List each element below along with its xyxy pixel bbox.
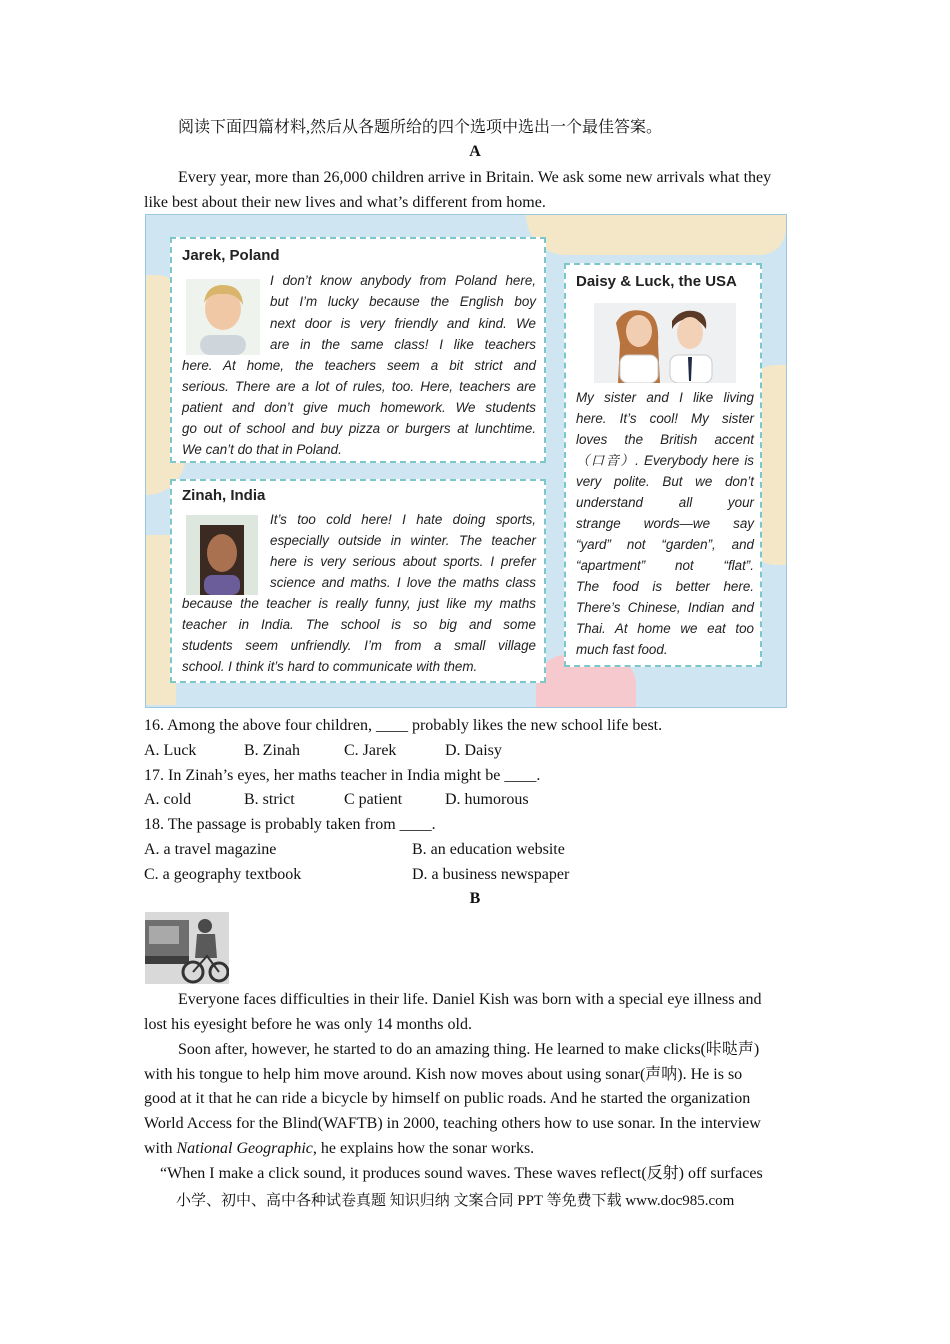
question-17: 17. In Zinah’s eyes, her maths teacher in India might be ____. [144, 767, 541, 784]
map-land [526, 215, 786, 255]
jarek-line: next door is very friendly and kind. We [270, 316, 536, 331]
card-zinah [170, 479, 546, 683]
q16-option-b: B. Zinah [244, 742, 300, 759]
daisy-line: My sister and I like living [576, 390, 754, 405]
jarek-line: here. At home, the teachers seem a bit strict and [182, 358, 536, 373]
card-jarek [170, 237, 546, 463]
daisy-line: Thai. At home we eat too [576, 621, 754, 636]
q18-option-c: C. a geography textbook [144, 866, 302, 883]
b-line-5: good at it that he can ride a bicycle by himself on public roads. And he started the organization [144, 1090, 751, 1107]
b-line-8: “When I make a click sound, it produces sound waves. These waves reflect(反射) off surfaces [160, 1165, 763, 1182]
jarek-line: We can’t do that in Poland. [182, 442, 342, 457]
jarek-line: I don’t know anybody from Poland here, [270, 273, 536, 288]
card-daisy-luck-name: Daisy & Luck, the USA [576, 273, 737, 290]
zinah-line: It’s too cold here! I hate doing sports, [270, 512, 536, 527]
zinah-line: school. I think it’s hard to communicate with them. [182, 659, 478, 674]
card-jarek-name: Jarek, Poland [182, 247, 280, 264]
b-line-7 [144, 1139, 534, 1159]
b-line-7-end: , he explains how the sonar works. [312, 1140, 535, 1157]
zinah-line: science and maths. I love the maths class [270, 575, 536, 590]
daisy-line: “apartment” not “flat”. [576, 558, 754, 573]
zinah-line: here is very serious about sports. I prefer [270, 554, 536, 569]
b-line-4: with his tongue to help him move around. Kish now moves about using sonar(声呐). He is so [144, 1066, 743, 1083]
cyclist-photo [145, 912, 229, 984]
daisy-line: loves the British accent [576, 432, 754, 447]
card-zinah-name: Zinah, India [182, 487, 266, 504]
daisy-line: strange words—we say [576, 516, 754, 531]
daisy-line: very polite. But we don’t [576, 474, 754, 489]
daisy-line: （口音）. Everybody here is [576, 453, 754, 468]
q16-option-a: A. Luck [144, 742, 197, 759]
q17-option-c: C patient [344, 791, 403, 808]
jarek-line: go out of school and buy pizza or burgers at lunchtime. [182, 421, 536, 436]
b-line-1: Everyone faces difficulties in their life. Daniel Kish was born with a special eye illness and [178, 991, 762, 1008]
zinah-line: students seem unfriendly. I’m from a small village [182, 638, 536, 653]
b-line-7-start: with [144, 1140, 177, 1157]
q18-option-b: B. an education website [412, 841, 565, 858]
q17-option-b: B. strict [244, 791, 295, 808]
q16-option-d: D. Daisy [445, 742, 502, 759]
footer: 小学、初中、高中各种试卷真题 知识归纳 文案合同 PPT 等免费下载 www.doc985.com [176, 1193, 735, 1209]
jarek-line: patient and don’t give much homework. We students [182, 400, 536, 415]
q17-option-a: A. cold [144, 791, 192, 808]
intro-line-2: like best about their new lives and what’s different from home. [144, 194, 546, 211]
daisy-line: The food is better here. [576, 579, 754, 594]
q18-option-d: D. a business newspaper [412, 866, 570, 883]
b-line-3: Soon after, however, he started to do an amazing thing. He learned to make clicks(咔哒声) [178, 1041, 760, 1058]
jarek-photo [186, 279, 260, 355]
jarek-line: serious. There are a lot of rules, too. Here, teachers are [182, 379, 536, 394]
b-line-6: World Access for the Blind(WAFTB) in 2000, teaching others how to use sonar. In the interview [144, 1115, 761, 1132]
instruction: 阅读下面四篇材料,然后从各题所给的四个选项中选出一个最佳答案。 [178, 119, 663, 136]
q18-option-a: A. a travel magazine [144, 841, 277, 858]
section-b-label: B [469, 890, 481, 907]
daisy-line: much fast food. [576, 642, 668, 657]
daisy-line: There’s Chinese, Indian and [576, 600, 754, 615]
q16-option-c: C. Jarek [344, 742, 397, 759]
question-16: 16. Among the above four children, ____ probably likes the new school life best. [144, 717, 663, 734]
daisy-line: understand all your [576, 495, 754, 510]
card-daisy-luck [564, 263, 762, 667]
daisy-luck-photo [594, 303, 736, 383]
magazine-title: National Geographic [176, 1140, 313, 1157]
daisy-line: “yard” not “garden”, and [576, 537, 754, 552]
infographic [145, 214, 787, 708]
zinah-photo [186, 515, 258, 595]
daisy-line: here. It’s cool! My sister [576, 411, 754, 426]
zinah-line: because the teacher is really funny, just like my maths [182, 596, 536, 611]
q17-option-d: D. humorous [445, 791, 529, 808]
jarek-line: are in the same class! I like teachers [270, 337, 536, 352]
zinah-line: especially outside in winter. The teacher [270, 533, 536, 548]
section-a-label: A [469, 143, 481, 160]
zinah-line: teacher in India. The school is so big and some [182, 617, 536, 632]
jarek-line: but I’m lucky because the English boy [270, 294, 536, 309]
b-line-2: lost his eyesight before he was only 14 months old. [144, 1016, 472, 1033]
question-18: 18. The passage is probably taken from ____. [144, 816, 436, 833]
intro-line-1: Every year, more than 26,000 children arrive in Britain. We ask some new arrivals what they [178, 169, 772, 186]
